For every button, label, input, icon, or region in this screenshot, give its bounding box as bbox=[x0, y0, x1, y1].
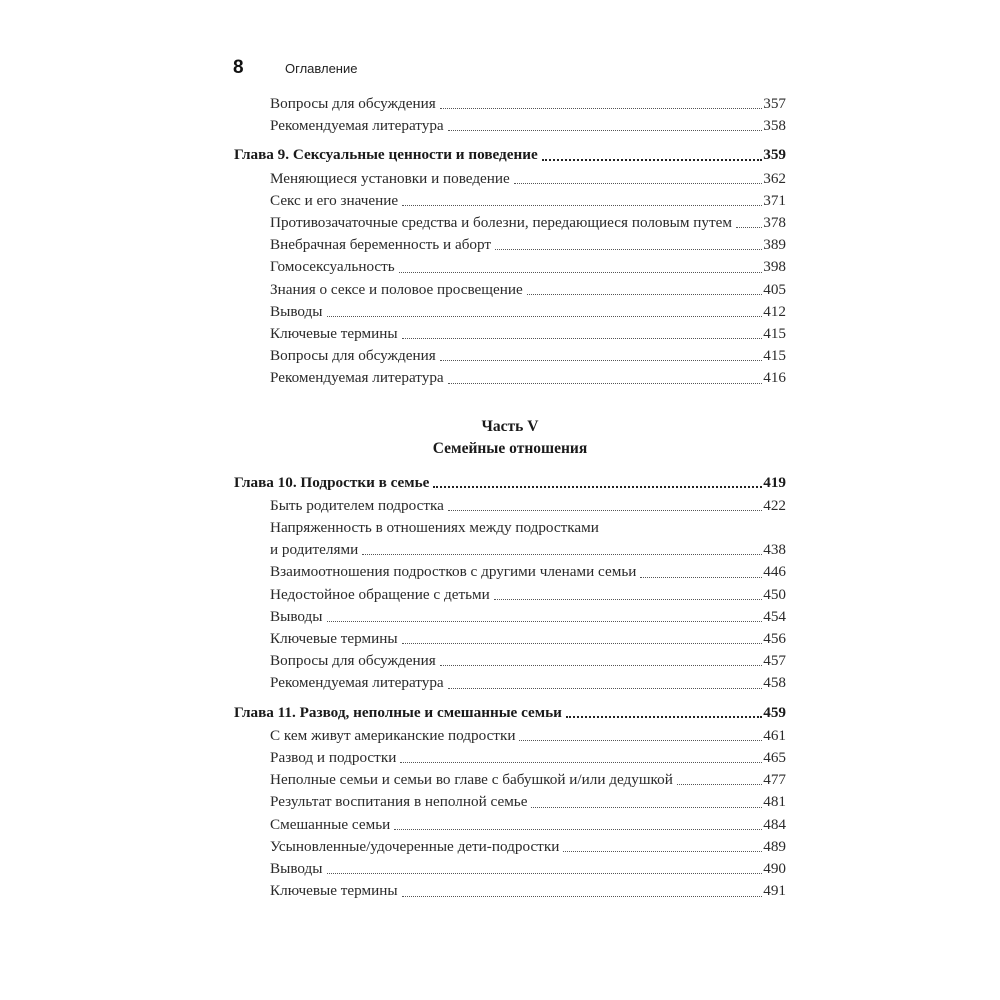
entry-title: Напряженность в отношениях между подростками bbox=[270, 519, 599, 537]
entry-title: Ключевые термины bbox=[270, 325, 398, 343]
dot-leader bbox=[362, 554, 762, 555]
dot-leader bbox=[402, 896, 763, 897]
entry-title: Выводы bbox=[270, 302, 323, 320]
entry-title: Внебрачная беременность и аборт bbox=[270, 236, 492, 254]
toc-entry[interactable] bbox=[234, 836, 786, 858]
toc-entry[interactable] bbox=[234, 212, 786, 234]
dot-leader bbox=[542, 159, 762, 161]
page-number: 459 bbox=[763, 703, 786, 721]
dot-leader bbox=[402, 643, 763, 644]
entry-title: Развод и подростки bbox=[270, 749, 397, 767]
page-number: 412 bbox=[763, 302, 786, 320]
toc-entry[interactable] bbox=[234, 367, 786, 389]
dot-leader bbox=[519, 740, 762, 741]
entry-title: Глава 9. Сексуальные ценности и поведение bbox=[234, 146, 538, 164]
part-heading: Часть V bbox=[481, 417, 539, 435]
page-number: 415 bbox=[763, 325, 786, 343]
page-number: 465 bbox=[763, 749, 786, 767]
running-title: Оглавление bbox=[285, 61, 358, 76]
entry-title: Ключевые термины bbox=[270, 630, 398, 648]
page-number: 419 bbox=[763, 473, 786, 491]
toc-entry[interactable] bbox=[234, 880, 786, 902]
entry-title: Гомосексуальность bbox=[270, 258, 395, 276]
toc-entry[interactable] bbox=[234, 279, 786, 301]
page-number: 484 bbox=[763, 815, 786, 833]
toc-entry[interactable] bbox=[234, 561, 786, 583]
toc-entry[interactable] bbox=[234, 168, 786, 190]
dot-leader bbox=[327, 873, 763, 874]
dot-leader bbox=[327, 316, 763, 317]
entry-title: Результат воспитания в неполной семье bbox=[270, 793, 528, 811]
entry-title: Меняющиеся установки и поведение bbox=[270, 169, 510, 187]
entry-title: Быть родителем подростка bbox=[270, 496, 444, 514]
page-number: 454 bbox=[763, 607, 786, 625]
dot-leader bbox=[531, 807, 762, 808]
page-number: 398 bbox=[763, 258, 786, 276]
toc-chapter-entry[interactable] bbox=[234, 144, 786, 166]
dot-leader bbox=[394, 829, 762, 830]
entry-title: Знания о сексе и половое просвещение bbox=[270, 280, 523, 298]
page-number: 446 bbox=[763, 563, 786, 581]
toc-entry[interactable] bbox=[234, 234, 786, 256]
entry-title: Рекомендуемая литература bbox=[270, 674, 444, 692]
entry-title: Вопросы для обсуждения bbox=[270, 652, 436, 670]
entry-title: Вопросы для обсуждения bbox=[270, 347, 436, 365]
toc-entry[interactable] bbox=[234, 791, 786, 813]
page-number: 490 bbox=[763, 860, 786, 878]
entry-title: Секс и его значение bbox=[270, 191, 399, 209]
toc-entry[interactable] bbox=[234, 725, 786, 747]
page-number: 456 bbox=[763, 630, 786, 648]
page-number: 489 bbox=[763, 837, 786, 855]
toc-entry[interactable] bbox=[234, 769, 786, 791]
entry-title: Глава 11. Развод, неполные и смешанные семьи bbox=[234, 703, 562, 721]
page-number: 357 bbox=[763, 95, 786, 112]
dot-leader bbox=[399, 272, 763, 273]
dot-leader bbox=[448, 688, 763, 689]
entry-title: Выводы bbox=[270, 860, 323, 878]
toc-entry[interactable] bbox=[234, 517, 786, 561]
dot-leader bbox=[440, 360, 763, 361]
toc-entry[interactable] bbox=[234, 814, 786, 836]
entry-title: Усыновленные/удочеренные дети-подростки bbox=[270, 837, 560, 855]
page-number: 378 bbox=[763, 214, 786, 232]
page-number: 438 bbox=[763, 541, 786, 559]
entry-title: Недостойное обращение с детьми bbox=[270, 585, 490, 603]
dot-leader bbox=[448, 383, 763, 384]
entry-title-continued: и родителями bbox=[270, 541, 359, 559]
part-subtitle: Семейные отношения bbox=[432, 439, 588, 457]
entry-title: Выводы bbox=[270, 607, 323, 625]
entry-title: Смешанные семьи bbox=[270, 815, 391, 833]
page-number: 358 bbox=[763, 117, 786, 135]
entry-title: Неполные семьи и семьи во главе с бабушкой и/или дедушкой bbox=[270, 771, 673, 789]
page-number: 422 bbox=[763, 496, 786, 514]
dot-leader bbox=[440, 108, 763, 109]
page-number: 359 bbox=[763, 146, 786, 164]
toc-entry[interactable] bbox=[234, 606, 786, 628]
dot-leader bbox=[327, 621, 763, 622]
toc-entry[interactable] bbox=[234, 495, 786, 517]
page-number: 371 bbox=[763, 191, 786, 209]
dot-leader bbox=[640, 577, 762, 578]
toc-entry[interactable] bbox=[234, 345, 786, 367]
dot-leader bbox=[514, 183, 762, 184]
page-number: 477 bbox=[763, 771, 786, 789]
toc-entry[interactable] bbox=[234, 256, 786, 278]
dot-leader bbox=[563, 851, 762, 852]
entry-title: Рекомендуемая литература bbox=[270, 117, 444, 135]
toc-entry[interactable] bbox=[234, 747, 786, 769]
page-number: 405 bbox=[763, 280, 786, 298]
entry-title: Рекомендуемая литература bbox=[270, 369, 444, 387]
page-number: 8 bbox=[233, 57, 244, 78]
table-of-contents bbox=[234, 93, 786, 903]
dot-leader bbox=[400, 762, 762, 763]
toc-chapter-entry[interactable] bbox=[234, 702, 786, 724]
dot-leader bbox=[433, 486, 762, 488]
page-number: 481 bbox=[763, 793, 786, 811]
entry-title: С кем живут американские подростки bbox=[270, 726, 516, 744]
dot-leader bbox=[402, 205, 762, 206]
dot-leader bbox=[677, 784, 762, 785]
entry-title: Противозачаточные средства и болезни, передающиеся половым путем bbox=[270, 214, 733, 232]
entry-title: Вопросы для обсуждения bbox=[270, 95, 436, 112]
page-number: 491 bbox=[763, 882, 786, 900]
page-number: 458 bbox=[763, 674, 786, 692]
dot-leader bbox=[736, 227, 762, 228]
dot-leader bbox=[494, 599, 762, 600]
page-number: 457 bbox=[763, 652, 786, 670]
page-number: 450 bbox=[763, 585, 786, 603]
dot-leader bbox=[566, 716, 762, 718]
dot-leader bbox=[440, 665, 763, 666]
toc-entry[interactable] bbox=[234, 650, 786, 672]
dot-leader bbox=[495, 249, 762, 250]
entry-title: Взаимоотношения подростков с другими членами семьи bbox=[270, 563, 637, 581]
entry-title: Ключевые термины bbox=[270, 882, 398, 900]
entry-title-continued-line bbox=[270, 539, 786, 561]
toc-entry[interactable] bbox=[234, 584, 786, 606]
toc-entry[interactable] bbox=[234, 628, 786, 650]
dot-leader bbox=[448, 510, 762, 511]
entry-title: Глава 10. Подростки в семье bbox=[234, 473, 430, 491]
toc-entry[interactable] bbox=[234, 323, 786, 345]
toc-entry[interactable] bbox=[234, 672, 786, 694]
page-number: 461 bbox=[763, 726, 786, 744]
dot-leader bbox=[402, 338, 763, 339]
toc-entry[interactable] bbox=[234, 301, 786, 323]
page-number: 416 bbox=[763, 369, 786, 387]
page-number: 362 bbox=[763, 169, 786, 187]
toc-entry[interactable] bbox=[234, 115, 786, 137]
toc-chapter-entry[interactable] bbox=[234, 472, 786, 494]
page-number: 389 bbox=[763, 236, 786, 254]
dot-leader bbox=[527, 294, 762, 295]
toc-entry[interactable] bbox=[234, 190, 786, 212]
dot-leader bbox=[448, 130, 763, 131]
toc-entry[interactable] bbox=[234, 858, 786, 880]
toc-entry[interactable] bbox=[234, 93, 786, 115]
page-number: 415 bbox=[763, 347, 786, 365]
